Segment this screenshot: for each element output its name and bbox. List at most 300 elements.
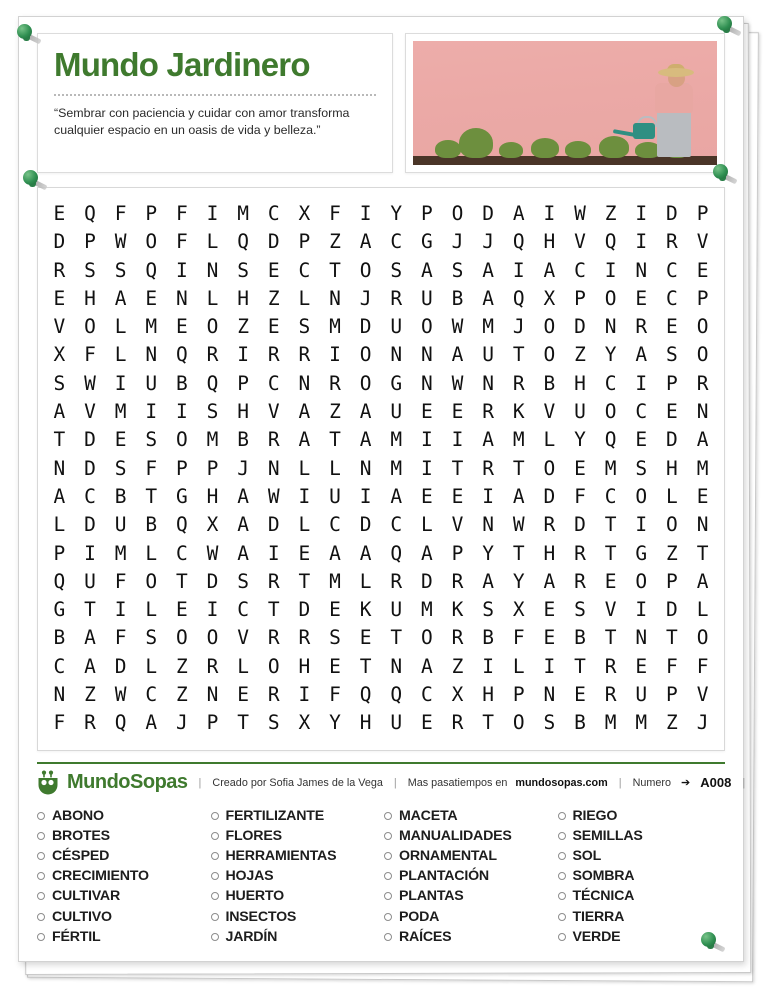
- letter-cell[interactable]: U: [390, 711, 403, 735]
- letter-cell[interactable]: C: [635, 400, 648, 424]
- letter-cell[interactable]: L: [298, 286, 311, 310]
- letter-cell[interactable]: H: [543, 230, 556, 254]
- letter-cell[interactable]: I: [420, 428, 433, 452]
- letter-cell[interactable]: C: [298, 258, 311, 282]
- letter-cell[interactable]: B: [482, 626, 494, 650]
- letter-cell[interactable]: W: [451, 371, 464, 395]
- letter-cell[interactable]: O: [175, 626, 188, 650]
- letter-cell[interactable]: A: [84, 626, 96, 650]
- letter-cell[interactable]: E: [237, 683, 249, 707]
- letter-cell[interactable]: R: [267, 343, 280, 367]
- letter-cell[interactable]: W: [512, 513, 525, 537]
- word-checkbox-icon[interactable]: [558, 892, 566, 900]
- word-list-item[interactable]: [211, 907, 379, 927]
- letter-cell[interactable]: I: [298, 484, 311, 508]
- letter-cell[interactable]: S: [298, 315, 311, 339]
- letter-cell[interactable]: I: [298, 683, 311, 707]
- letter-cell[interactable]: H: [359, 711, 372, 735]
- letter-cell[interactable]: C: [665, 286, 678, 310]
- letter-cell[interactable]: R: [574, 569, 586, 593]
- letter-cell[interactable]: O: [543, 456, 556, 480]
- letter-cell[interactable]: I: [420, 456, 433, 480]
- letter-cell[interactable]: O: [543, 343, 556, 367]
- letter-cell[interactable]: E: [635, 428, 648, 452]
- letter-cell[interactable]: W: [206, 541, 219, 565]
- letter-cell[interactable]: R: [543, 513, 556, 537]
- letter-cell[interactable]: L: [298, 513, 311, 537]
- letter-cell[interactable]: R: [451, 711, 464, 735]
- letter-cell[interactable]: A: [451, 343, 464, 367]
- word-checkbox-icon[interactable]: [211, 913, 219, 921]
- letter-cell[interactable]: S: [665, 343, 678, 367]
- letter-cell[interactable]: X: [543, 286, 556, 310]
- letter-cell[interactable]: T: [359, 654, 372, 678]
- letter-cell[interactable]: T: [512, 343, 525, 367]
- letter-cell[interactable]: E: [298, 541, 311, 565]
- letter-cell[interactable]: S: [574, 598, 586, 622]
- letter-cell[interactable]: Y: [329, 711, 341, 735]
- letter-cell[interactable]: N: [267, 456, 280, 480]
- letter-cell[interactable]: L: [145, 541, 158, 565]
- letter-cell[interactable]: J: [175, 711, 188, 735]
- word-checkbox-icon[interactable]: [384, 832, 392, 840]
- letter-cell[interactable]: I: [635, 202, 648, 225]
- letter-cell[interactable]: C: [665, 258, 678, 282]
- letter-cell[interactable]: D: [665, 202, 678, 225]
- letter-cell[interactable]: E: [635, 654, 648, 678]
- letter-cell[interactable]: R: [604, 683, 617, 707]
- letter-cell[interactable]: V: [543, 400, 556, 424]
- letter-cell[interactable]: E: [53, 286, 66, 310]
- letter-cell[interactable]: T: [390, 626, 403, 650]
- letter-cell[interactable]: B: [574, 626, 586, 650]
- letter-cell[interactable]: R: [451, 626, 464, 650]
- letter-cell[interactable]: I: [237, 343, 249, 367]
- letter-cell[interactable]: V: [53, 315, 66, 339]
- letter-cell[interactable]: V: [696, 683, 709, 707]
- letter-cell[interactable]: P: [665, 683, 678, 707]
- letter-cell[interactable]: T: [84, 598, 96, 622]
- letter-cell[interactable]: A: [298, 428, 311, 452]
- letter-cell[interactable]: H: [206, 484, 219, 508]
- letter-cell[interactable]: B: [53, 626, 66, 650]
- letter-cell[interactable]: E: [696, 484, 709, 508]
- letter-cell[interactable]: Z: [175, 683, 188, 707]
- letter-cell[interactable]: F: [329, 202, 341, 225]
- letter-cell[interactable]: Q: [237, 230, 249, 254]
- letter-cell[interactable]: T: [604, 513, 617, 537]
- letter-cell[interactable]: Z: [175, 654, 188, 678]
- letter-cell[interactable]: U: [635, 683, 648, 707]
- letter-cell[interactable]: N: [482, 513, 494, 537]
- letter-cell[interactable]: J: [482, 230, 494, 254]
- letter-cell[interactable]: N: [390, 654, 403, 678]
- letter-cell[interactable]: X: [298, 711, 311, 735]
- letter-cell[interactable]: V: [84, 400, 96, 424]
- word-list-item[interactable]: [558, 907, 726, 927]
- letter-cell[interactable]: L: [206, 286, 219, 310]
- letter-cell[interactable]: I: [635, 598, 648, 622]
- letter-cell[interactable]: M: [604, 456, 617, 480]
- letter-cell[interactable]: I: [451, 428, 464, 452]
- letter-cell[interactable]: T: [451, 456, 464, 480]
- letter-cell[interactable]: R: [267, 428, 280, 452]
- letter-cell[interactable]: X: [512, 598, 525, 622]
- word-checkbox-icon[interactable]: [211, 892, 219, 900]
- letter-cell[interactable]: L: [114, 315, 127, 339]
- letter-cell[interactable]: A: [420, 541, 433, 565]
- letter-cell[interactable]: L: [114, 343, 127, 367]
- letter-cell[interactable]: C: [267, 202, 280, 225]
- letter-cell[interactable]: F: [665, 654, 678, 678]
- letter-cell[interactable]: F: [574, 484, 586, 508]
- letter-cell[interactable]: A: [359, 400, 372, 424]
- letter-cell[interactable]: A: [114, 286, 127, 310]
- letter-cell[interactable]: A: [237, 484, 249, 508]
- letter-cell[interactable]: E: [53, 202, 66, 225]
- letter-cell[interactable]: T: [298, 569, 311, 593]
- letter-cell[interactable]: O: [604, 400, 617, 424]
- word-checkbox-icon[interactable]: [37, 892, 45, 900]
- word-checkbox-icon[interactable]: [384, 892, 392, 900]
- word-list-item[interactable]: [37, 846, 205, 866]
- letter-cell[interactable]: H: [237, 286, 249, 310]
- letter-cell[interactable]: Q: [84, 202, 96, 225]
- letter-cell[interactable]: T: [512, 541, 525, 565]
- letter-cell[interactable]: A: [359, 230, 372, 254]
- letter-cell[interactable]: M: [512, 428, 525, 452]
- word-checkbox-icon[interactable]: [37, 832, 45, 840]
- letter-cell[interactable]: V: [237, 626, 249, 650]
- letter-cell[interactable]: P: [665, 569, 678, 593]
- letter-cell[interactable]: O: [451, 202, 464, 225]
- letter-cell[interactable]: R: [267, 569, 280, 593]
- letter-cell[interactable]: L: [420, 513, 433, 537]
- letter-cell[interactable]: A: [329, 541, 341, 565]
- letter-cell[interactable]: R: [604, 654, 617, 678]
- letter-cell[interactable]: M: [145, 315, 158, 339]
- letter-cell[interactable]: I: [482, 654, 494, 678]
- word-checkbox-icon[interactable]: [384, 852, 392, 860]
- letter-cell[interactable]: E: [329, 598, 341, 622]
- letter-cell[interactable]: D: [53, 230, 66, 254]
- letter-cell[interactable]: G: [53, 598, 66, 622]
- letter-cell[interactable]: L: [145, 598, 158, 622]
- letter-cell[interactable]: M: [635, 711, 648, 735]
- word-checkbox-icon[interactable]: [211, 872, 219, 880]
- letter-cell[interactable]: B: [237, 428, 249, 452]
- letter-cell[interactable]: Q: [512, 286, 525, 310]
- letter-cell[interactable]: T: [145, 484, 158, 508]
- letter-cell[interactable]: A: [53, 484, 66, 508]
- letter-cell[interactable]: A: [237, 541, 249, 565]
- letter-cell[interactable]: Q: [175, 343, 188, 367]
- letter-cell[interactable]: T: [267, 598, 280, 622]
- letter-cell[interactable]: Z: [665, 541, 678, 565]
- letter-cell[interactable]: T: [604, 541, 617, 565]
- letter-cell[interactable]: N: [359, 456, 372, 480]
- letter-cell[interactable]: R: [298, 626, 311, 650]
- letter-cell[interactable]: A: [482, 428, 494, 452]
- letter-cell[interactable]: U: [114, 513, 127, 537]
- letter-cell[interactable]: R: [390, 569, 403, 593]
- letter-cell[interactable]: W: [574, 202, 586, 225]
- word-checkbox-icon[interactable]: [37, 852, 45, 860]
- letter-cell[interactable]: Y: [390, 202, 403, 225]
- word-list-item[interactable]: [384, 927, 552, 947]
- letter-cell[interactable]: I: [175, 400, 188, 424]
- letter-cell[interactable]: C: [267, 371, 280, 395]
- letter-cell[interactable]: L: [665, 484, 678, 508]
- letter-cell[interactable]: M: [237, 202, 249, 225]
- letter-cell[interactable]: S: [114, 456, 127, 480]
- letter-cell[interactable]: Y: [512, 569, 525, 593]
- letter-cell[interactable]: H: [665, 456, 678, 480]
- word-list-item[interactable]: [211, 927, 379, 947]
- letter-cell[interactable]: F: [114, 202, 127, 225]
- letter-cell[interactable]: P: [451, 541, 464, 565]
- word-list-item[interactable]: [384, 907, 552, 927]
- word-checkbox-icon[interactable]: [37, 913, 45, 921]
- letter-cell[interactable]: A: [359, 541, 372, 565]
- letter-cell[interactable]: P: [574, 286, 586, 310]
- letter-cell[interactable]: Q: [114, 711, 127, 735]
- letter-cell[interactable]: A: [298, 400, 311, 424]
- letter-cell[interactable]: I: [543, 654, 556, 678]
- letter-cell[interactable]: D: [84, 428, 96, 452]
- letter-cell[interactable]: B: [543, 371, 556, 395]
- letter-cell[interactable]: N: [390, 343, 403, 367]
- letter-cell[interactable]: Z: [237, 315, 249, 339]
- letter-cell[interactable]: C: [574, 258, 586, 282]
- letter-cell[interactable]: Z: [574, 343, 586, 367]
- letter-cell[interactable]: R: [298, 343, 311, 367]
- letter-cell[interactable]: P: [175, 456, 188, 480]
- letter-cell[interactable]: E: [665, 400, 678, 424]
- word-checkbox-icon[interactable]: [558, 812, 566, 820]
- letter-cell[interactable]: G: [390, 371, 403, 395]
- letter-cell[interactable]: I: [604, 258, 617, 282]
- letter-cell[interactable]: M: [206, 428, 219, 452]
- letter-cell[interactable]: D: [543, 484, 556, 508]
- letter-cell[interactable]: B: [175, 371, 188, 395]
- letter-cell[interactable]: F: [175, 202, 188, 225]
- letter-cell[interactable]: W: [114, 683, 127, 707]
- letter-cell[interactable]: V: [696, 230, 709, 254]
- letter-cell[interactable]: Z: [84, 683, 96, 707]
- letter-cell[interactable]: C: [604, 484, 617, 508]
- word-checkbox-icon[interactable]: [211, 852, 219, 860]
- letter-cell[interactable]: B: [114, 484, 127, 508]
- word-checkbox-icon[interactable]: [37, 872, 45, 880]
- letter-cell[interactable]: M: [114, 400, 127, 424]
- letter-cell[interactable]: U: [329, 484, 341, 508]
- letter-cell[interactable]: L: [543, 428, 556, 452]
- letter-cell[interactable]: T: [512, 456, 525, 480]
- letter-cell[interactable]: J: [696, 711, 709, 735]
- letter-cell[interactable]: C: [329, 513, 341, 537]
- letter-cell[interactable]: H: [482, 683, 494, 707]
- letter-cell[interactable]: M: [420, 598, 433, 622]
- letter-cell[interactable]: A: [482, 286, 494, 310]
- word-checkbox-icon[interactable]: [211, 832, 219, 840]
- letter-cell[interactable]: B: [574, 711, 586, 735]
- word-list-item[interactable]: [37, 806, 205, 826]
- letter-cell[interactable]: R: [451, 569, 464, 593]
- letter-cell[interactable]: D: [574, 513, 586, 537]
- letter-cell[interactable]: D: [206, 569, 219, 593]
- word-checkbox-icon[interactable]: [558, 832, 566, 840]
- letter-cell[interactable]: V: [267, 400, 280, 424]
- word-list-item[interactable]: [37, 907, 205, 927]
- letter-cell[interactable]: D: [84, 513, 96, 537]
- letter-cell[interactable]: J: [237, 456, 249, 480]
- letter-cell[interactable]: R: [84, 711, 96, 735]
- letter-cell[interactable]: N: [635, 258, 648, 282]
- letter-cell[interactable]: P: [665, 371, 678, 395]
- word-list-item[interactable]: [211, 826, 379, 846]
- letter-cell[interactable]: E: [451, 400, 464, 424]
- letter-cell[interactable]: T: [665, 626, 678, 650]
- letter-cell[interactable]: C: [84, 484, 96, 508]
- letter-cell[interactable]: D: [84, 456, 96, 480]
- letter-cell[interactable]: H: [574, 371, 586, 395]
- letter-cell[interactable]: X: [206, 513, 219, 537]
- letter-cell[interactable]: F: [175, 230, 188, 254]
- letter-cell[interactable]: A: [145, 711, 158, 735]
- letter-cell[interactable]: P: [237, 371, 249, 395]
- letter-cell[interactable]: J: [451, 230, 464, 254]
- letter-cell[interactable]: I: [114, 598, 127, 622]
- letter-cell[interactable]: H: [298, 654, 311, 678]
- letter-cell[interactable]: W: [114, 230, 127, 254]
- letter-cell[interactable]: X: [298, 202, 311, 225]
- word-list-item[interactable]: [384, 806, 552, 826]
- letter-cell[interactable]: S: [482, 598, 494, 622]
- letter-cell[interactable]: R: [206, 654, 219, 678]
- letter-cell[interactable]: L: [512, 654, 525, 678]
- word-list-item[interactable]: [37, 927, 205, 947]
- letter-cell[interactable]: K: [359, 598, 372, 622]
- letter-cell[interactable]: O: [206, 626, 219, 650]
- letter-cell[interactable]: G: [175, 484, 188, 508]
- letter-cell[interactable]: I: [145, 400, 158, 424]
- letter-cell[interactable]: O: [696, 626, 709, 650]
- letter-cell[interactable]: P: [206, 456, 219, 480]
- letter-cell[interactable]: Z: [267, 286, 280, 310]
- word-checkbox-icon[interactable]: [384, 913, 392, 921]
- letter-cell[interactable]: I: [359, 202, 372, 225]
- letter-cell[interactable]: E: [635, 286, 648, 310]
- letter-cell[interactable]: E: [267, 258, 280, 282]
- letter-cell[interactable]: Z: [329, 400, 341, 424]
- letter-cell[interactable]: D: [267, 230, 280, 254]
- letter-cell[interactable]: A: [482, 258, 494, 282]
- letter-cell[interactable]: S: [114, 258, 127, 282]
- letter-cell[interactable]: I: [84, 541, 96, 565]
- letter-cell[interactable]: N: [635, 626, 648, 650]
- letter-cell[interactable]: T: [329, 428, 341, 452]
- letter-cell[interactable]: E: [175, 315, 188, 339]
- letter-cell[interactable]: S: [237, 258, 249, 282]
- letter-cell[interactable]: N: [175, 286, 188, 310]
- letter-cell[interactable]: U: [145, 371, 158, 395]
- word-checkbox-icon[interactable]: [211, 933, 219, 941]
- letter-cell[interactable]: S: [145, 428, 158, 452]
- letter-cell[interactable]: D: [267, 513, 280, 537]
- letter-cell[interactable]: W: [451, 315, 464, 339]
- letter-cell[interactable]: P: [696, 286, 709, 310]
- letter-cell[interactable]: O: [420, 626, 433, 650]
- letter-cell[interactable]: R: [512, 371, 525, 395]
- letter-cell[interactable]: Q: [512, 230, 525, 254]
- letter-cell[interactable]: S: [237, 569, 249, 593]
- letter-cell[interactable]: Z: [665, 711, 678, 735]
- word-checkbox-icon[interactable]: [384, 812, 392, 820]
- letter-cell[interactable]: R: [267, 626, 280, 650]
- word-list-item[interactable]: [211, 846, 379, 866]
- letter-cell[interactable]: I: [482, 484, 494, 508]
- letter-cell[interactable]: E: [665, 315, 678, 339]
- letter-cell[interactable]: Q: [359, 683, 372, 707]
- word-checkbox-icon[interactable]: [211, 812, 219, 820]
- letter-cell[interactable]: C: [604, 371, 617, 395]
- letter-cell[interactable]: Q: [145, 258, 158, 282]
- letter-cell[interactable]: N: [696, 513, 709, 537]
- letter-cell[interactable]: F: [53, 711, 66, 735]
- letter-cell[interactable]: L: [206, 230, 219, 254]
- letter-cell[interactable]: D: [665, 428, 678, 452]
- letter-cell[interactable]: R: [53, 258, 66, 282]
- word-checkbox-icon[interactable]: [384, 933, 392, 941]
- letter-cell[interactable]: M: [329, 569, 341, 593]
- letter-cell[interactable]: X: [451, 683, 464, 707]
- letter-cell[interactable]: I: [512, 258, 525, 282]
- letter-cell[interactable]: R: [329, 371, 341, 395]
- letter-cell[interactable]: S: [329, 626, 341, 650]
- letter-cell[interactable]: L: [359, 569, 372, 593]
- letter-cell[interactable]: A: [359, 428, 372, 452]
- letter-cell[interactable]: V: [604, 598, 617, 622]
- letter-cell[interactable]: M: [604, 711, 617, 735]
- letter-cell[interactable]: G: [420, 230, 433, 254]
- letter-cell[interactable]: C: [390, 230, 403, 254]
- letter-cell[interactable]: Z: [604, 202, 617, 225]
- letter-cell[interactable]: P: [53, 541, 66, 565]
- letter-cell[interactable]: I: [635, 230, 648, 254]
- letter-cell[interactable]: S: [206, 400, 219, 424]
- letter-cell[interactable]: Z: [329, 230, 341, 254]
- letter-cell[interactable]: I: [206, 598, 219, 622]
- letter-cell[interactable]: T: [53, 428, 66, 452]
- letter-cell[interactable]: T: [574, 654, 586, 678]
- letter-cell[interactable]: L: [696, 598, 709, 622]
- letter-cell[interactable]: E: [420, 400, 433, 424]
- letter-cell[interactable]: A: [543, 569, 556, 593]
- letter-cell[interactable]: H: [543, 541, 556, 565]
- letter-cell[interactable]: V: [451, 513, 464, 537]
- letter-cell[interactable]: P: [206, 711, 219, 735]
- word-checkbox-icon[interactable]: [37, 812, 45, 820]
- word-checkbox-icon[interactable]: [384, 872, 392, 880]
- letter-cell[interactable]: W: [84, 371, 96, 395]
- word-list-item[interactable]: [384, 866, 552, 886]
- letter-cell[interactable]: Q: [53, 569, 66, 593]
- word-checkbox-icon[interactable]: [558, 913, 566, 921]
- letter-cell[interactable]: T: [482, 711, 494, 735]
- letter-cell[interactable]: P: [696, 202, 709, 225]
- word-checkbox-icon[interactable]: [558, 933, 566, 941]
